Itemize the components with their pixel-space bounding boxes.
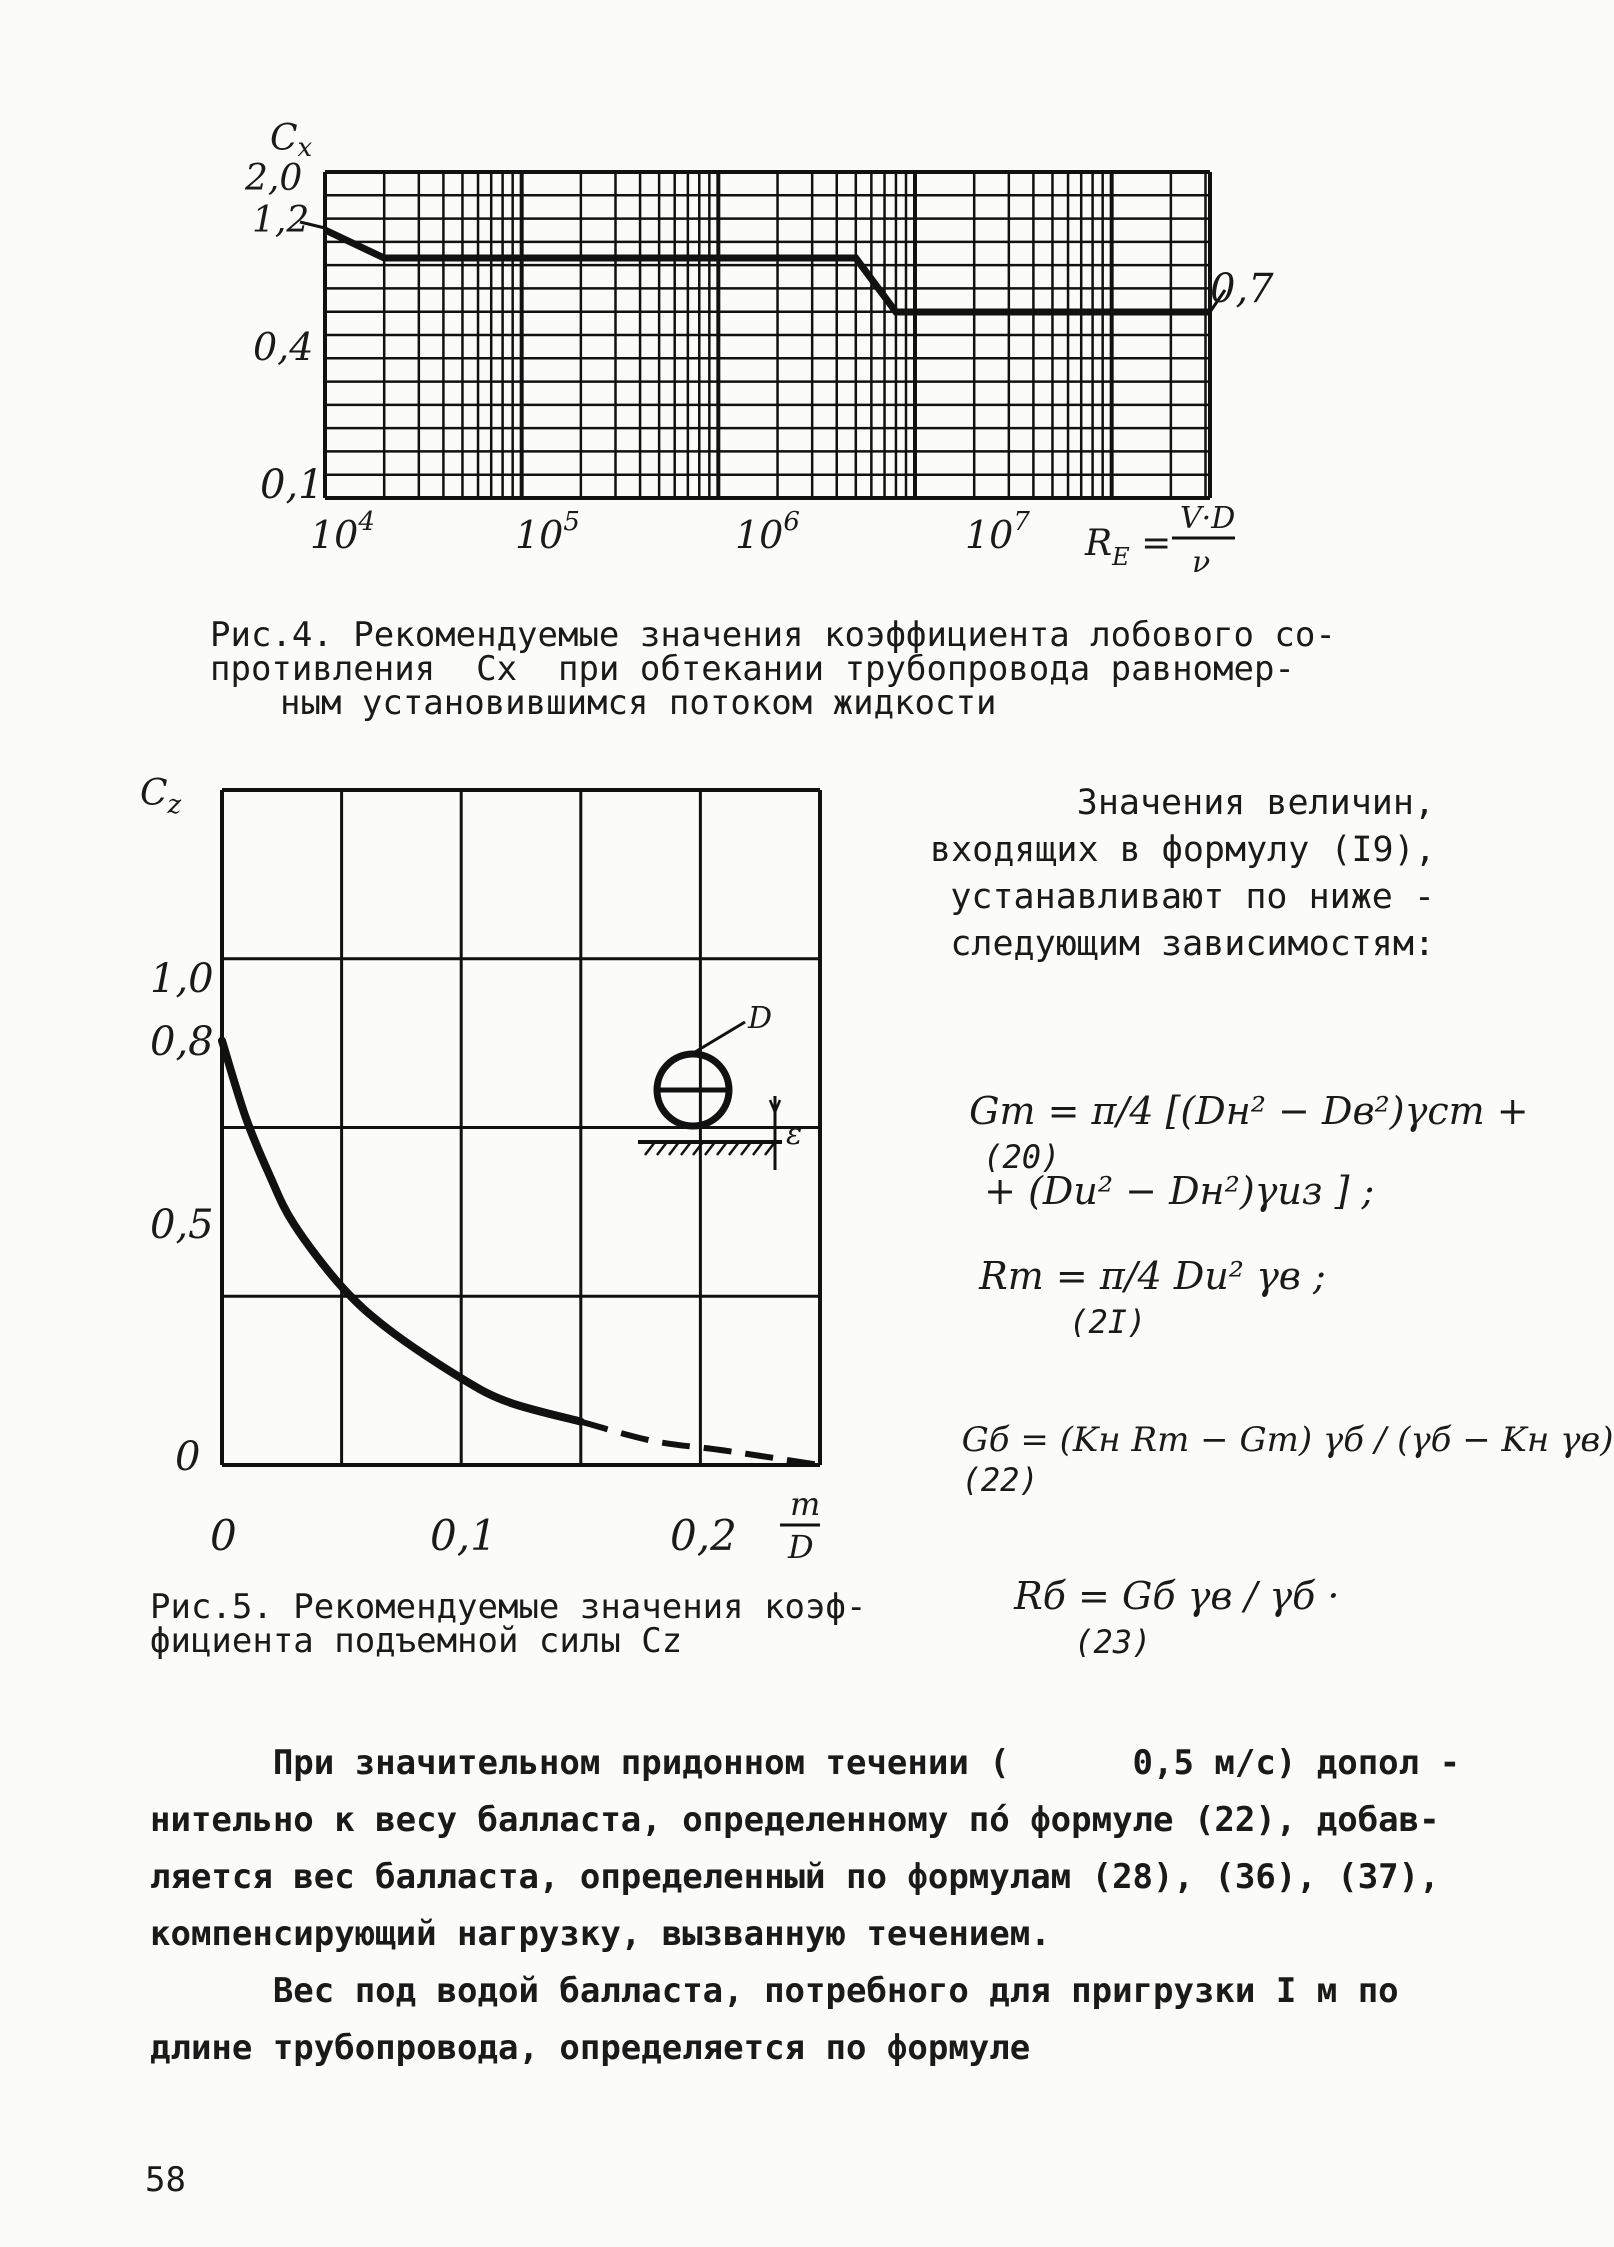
formula-20: Gт = π/4 [(Dн² − Dв²)γст + (20)	[969, 1089, 1529, 1176]
x-tick-1e6: $10^6$	[735, 507, 800, 557]
x-axis-label-den: ν	[1192, 545, 1211, 580]
paragraph-line: длине трубопровода, определяется по формуле	[150, 2028, 1031, 2068]
paragraph-line: компенсирующий нагрузку, вызванную течением.	[150, 1914, 1051, 1954]
x-tick-1e5: $10^5$	[515, 507, 580, 557]
figure4-grid	[300, 172, 1225, 498]
y-axis-label: $C_z$	[140, 773, 182, 820]
figure5-chart	[0, 760, 900, 1580]
cz-curve-solid	[222, 1041, 581, 1422]
caption-line: фициента подъемной силы Cz	[150, 1621, 683, 1661]
caption-line: ным установившимся потоком жидкости	[280, 683, 997, 723]
y-tick-0-1: 0,1	[260, 462, 324, 508]
y-axis-label: Cx	[270, 118, 313, 163]
formula-23: Rб = Gб γв / γб · (23)	[1014, 1574, 1340, 1661]
inset-label-d: D	[748, 1001, 773, 1036]
right-text-line: входящих в формулу (I9),	[930, 830, 1436, 870]
x-axis-label-den: D	[788, 1528, 814, 1566]
y-tick-0-5: 0,5	[150, 1202, 214, 1248]
annotation-0-7: 0,7	[1210, 266, 1274, 312]
pipe-inset-diagram	[638, 1001, 802, 1170]
right-text-line: следующим зависимостям:	[950, 924, 1435, 964]
y-tick-1-2: 1,2	[252, 200, 310, 241]
paragraph-line: нительно к весу балласта, определенному пó формуле (22), добав-	[150, 1800, 1440, 1840]
x-tick-1e4: $10^4$	[310, 507, 375, 557]
caption-line: противления Cx при обтекании трубопровода равномер-	[210, 649, 1295, 689]
x-tick-0: 0	[210, 1511, 237, 1560]
x-axis-label-num: V·D	[1180, 501, 1236, 536]
paragraph-line: Вес под водой балласта, потребного для пригрузки I м по	[150, 1971, 1399, 2011]
figure5-grid	[222, 790, 820, 1465]
inset-label-epsilon: ε	[786, 1117, 803, 1152]
figure4-chart	[0, 0, 1539, 600]
right-text-block	[930, 780, 1435, 968]
y-tick-1-0: 1,0	[150, 956, 214, 1002]
x-axis-label: $R_E$ =	[1085, 523, 1172, 571]
figure4-caption	[210, 615, 1336, 723]
paragraph-line: ляется вес балласта, определенный по формулам (28), (36), (37),	[150, 1857, 1440, 1897]
y-tick-0-4: 0,4	[253, 325, 314, 369]
formula-21: Rт = π/4 Dи² γв ; (2I)	[979, 1254, 1326, 1341]
right-text-line: Значения величин,	[1076, 783, 1435, 823]
caption-line: Рис.5. Рекомендуемые значения коэф-	[150, 1587, 867, 1627]
y-tick-0: 0	[175, 1434, 201, 1480]
formula-22: Gб = (Kн Rт − Gт) γб / (γб − Kн γв) (22)	[961, 1420, 1614, 1499]
y-tick-0-8: 0,8	[150, 1019, 214, 1065]
body-text	[150, 1735, 1460, 2077]
x-axis-label-num: m	[790, 1485, 821, 1523]
x-tick-0-1: 0,1	[430, 1511, 497, 1560]
formula-20-cont: + (Dи² − Dн²)γиз ] ;	[984, 1169, 1375, 1213]
right-text-line: устанавливают по ниже -	[950, 877, 1435, 917]
x-tick-1e7: $10^7$	[965, 507, 1030, 557]
y-tick-2-0: 2,0	[245, 158, 303, 199]
page-number: 58	[145, 2160, 186, 2200]
paragraph-line: При значительном придонном течении ( 0,5 м/с) допол -	[150, 1743, 1461, 1783]
x-tick-0-2: 0,2	[670, 1511, 737, 1560]
figure5-caption	[150, 1587, 867, 1661]
caption-line: Рис.4. Рекомендуемые значения коэффициента лобового со-	[210, 615, 1336, 655]
